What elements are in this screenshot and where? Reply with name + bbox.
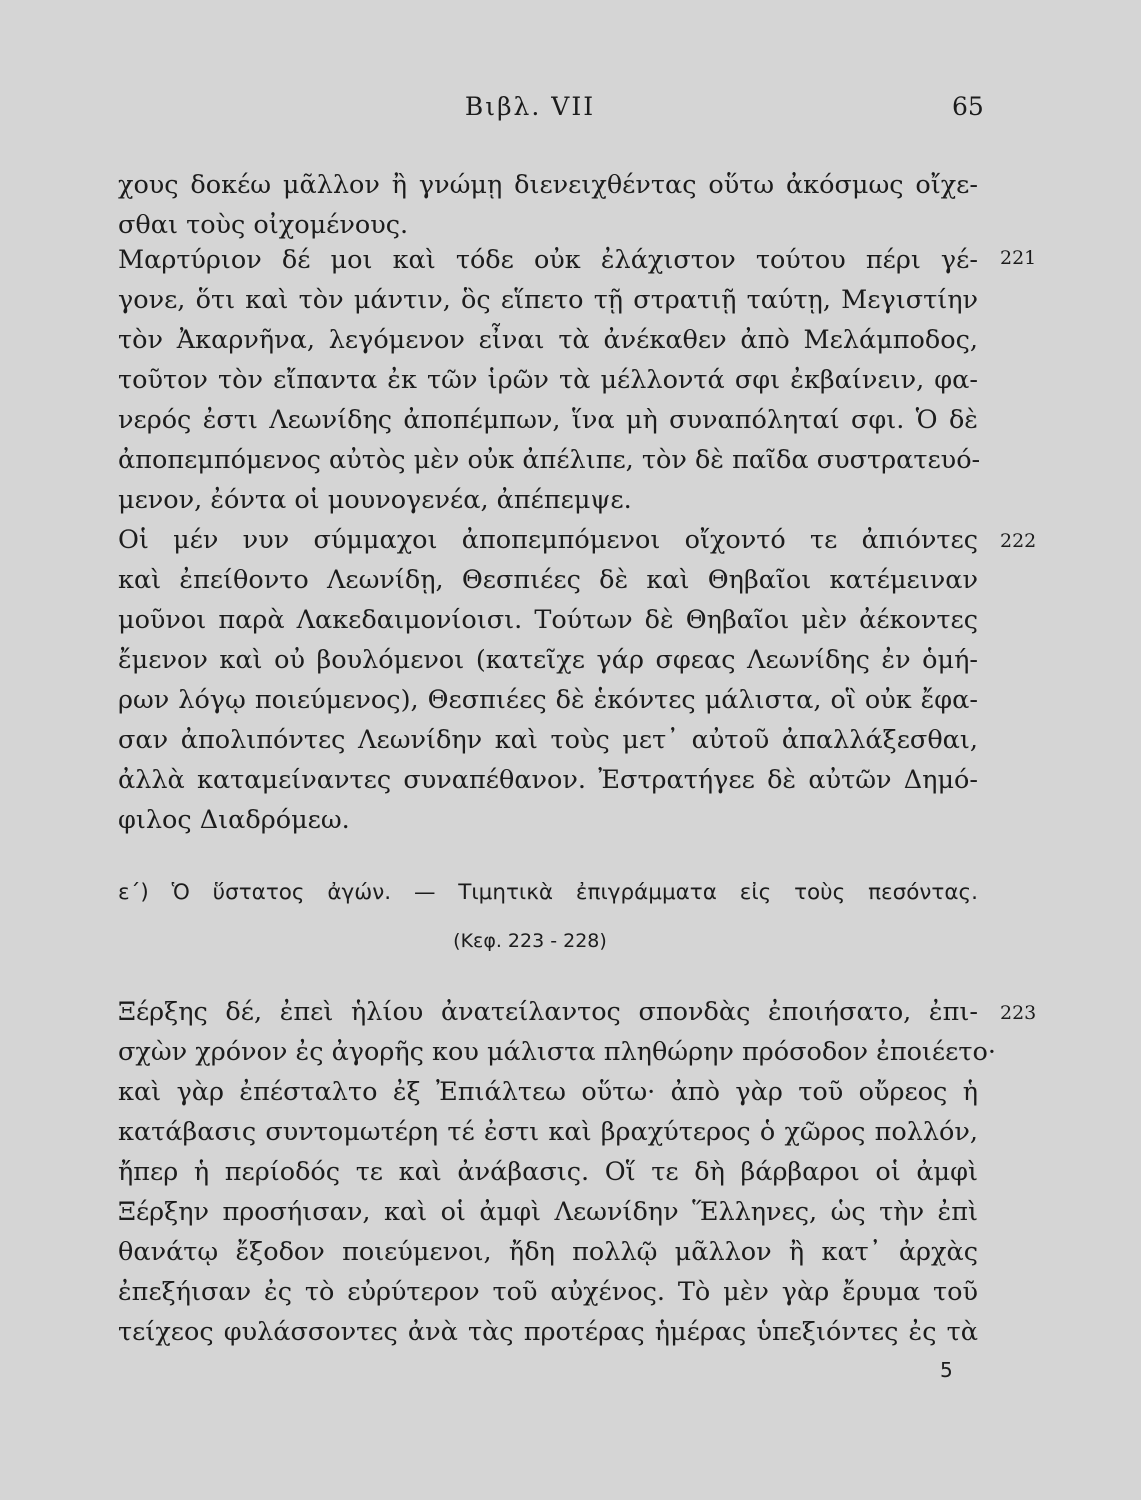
text-line: μοῦνοι παρὰ Λακεδαιμονίοισι. Τούτων δὲ Θηβαῖοι μὲν ἀέκοντες [118, 605, 978, 635]
text-line: ἀλλὰ καταμείναντες συναπέθανον. Ἐστρατήγεε δὲ αὐτῶν Δημό- [118, 765, 978, 795]
printer-signature-mark: 5 [940, 1358, 953, 1382]
page-number: 65 [952, 92, 984, 121]
section-number-223: 223 [1000, 1002, 1037, 1024]
section-subheading: (Κεφ. 223 - 228) [453, 930, 607, 952]
text-line: τὸν Ἀκαρνῆνα, λεγόμενον εἶναι τὰ ἀνέκαθεν ἀπὸ Μελάμποδος, [118, 325, 978, 355]
text-line: Οἱ μέν νυν σύμμαχοι ἀποπεμπόμενοι οἴχοντό τε ἀπιόντες [118, 525, 978, 555]
text-line: νερός ἐστι Λεωνίδης ἀποπέμπων, ἵνα μὴ συναπόληταί σφι. Ὁ δὲ [118, 405, 978, 435]
text-line: τοῦτον τὸν εἴπαντα ἐκ τῶν ἱρῶν τὰ μέλλοντά σφι ἐκβαίνειν, φα- [118, 365, 978, 395]
text-line: σαν ἀπολιπόντες Λεωνίδην καὶ τοὺς μετ᾽ αὐτοῦ ἀπαλλάξεσθαι, [118, 725, 978, 755]
text-line: θανάτῳ ἔξοδον ποιεύμενοι, ἤδη πολλῷ μᾶλλον ἢ κατ᾽ ἀρχὰς [118, 1237, 978, 1267]
section-number-222: 222 [1000, 530, 1037, 552]
text-line: χους δοκέω μᾶλλον ἢ γνώμῃ διενειχθέντας οὕτω ἀκόσμως οἴχε- [118, 170, 978, 200]
text-line: καὶ γὰρ ἐπέσταλτο ἐξ Ἐπιάλτεω οὕτω· ἀπὸ γὰρ τοῦ οὔρεος ἡ [118, 1077, 978, 1107]
text-line: ἐπεξήισαν ἐς τὸ εὐρύτερον τοῦ αὐχένος. Τὸ μὲν γὰρ ἔρυμα τοῦ [118, 1277, 978, 1307]
text-line: μενον, ἐόντα οἱ μουνογενέα, ἀπέπεμψε. [118, 485, 632, 515]
text-line: γονε, ὅτι καὶ τὸν μάντιν, ὃς εἵπετο τῇ στρατιῇ ταύτῃ, Μεγιστίην [118, 285, 978, 315]
text-line: σχὼν χρόνον ἐς ἀγορῆς κου μάλιστα πληθώρην πρόσοδον ἐποιέετο· [118, 1037, 996, 1067]
text-line: Ξέρξην προσήισαν, καὶ οἱ ἀμφὶ Λεωνίδην Ἕλληνες, ὡς τὴν ἐπὶ [118, 1197, 978, 1227]
text-line: Μαρτύριον δέ μοι καὶ τόδε οὐκ ἐλάχιστον τούτου πέρι γέ- [118, 245, 978, 275]
text-line: σθαι τοὺς οἰχομένους. [118, 210, 409, 240]
text-line: ρων λόγῳ ποιεύμενος), Θεσπιέες δὲ ἑκόντες μάλιστα, οἳ οὐκ ἔφα- [118, 685, 978, 715]
section-number-221: 221 [1000, 247, 1037, 269]
text-line: τείχεος φυλάσσοντες ἀνὰ τὰς προτέρας ἡμέρας ὑπεξιόντες ἐς τὰ [118, 1317, 978, 1347]
text-line: ἀποπεμπόμενος αὐτὸς μὲν οὐκ ἀπέλιπε, τὸν δὲ παῖδα συστρατευό- [118, 445, 981, 475]
text-line: καὶ ἐπείθοντο Λεωνίδῃ, Θεσπιέες δὲ καὶ Θηβαῖοι κατέμειναν [118, 565, 978, 595]
text-line: ἤπερ ἡ περίοδός τε καὶ ἀνάβασις. Οἵ τε δὴ βάρβαροι οἱ ἀμφὶ [118, 1157, 978, 1187]
text-line: κατάβασις συντομωτέρη τέ ἐστι καὶ βραχύτερος ὁ χῶρος πολλόν, [118, 1117, 978, 1147]
text-line: φιλος Διαδρόμεω. [118, 805, 350, 835]
section-heading: ε´) Ὁ ὕστατος ἀγών. — Τιμητικὰ ἐπιγράμματα εἰς τοὺς πεσόντας. [118, 880, 978, 905]
text-line: ἔμενον καὶ οὐ βουλόμενοι (κατεῖχε γάρ σφεας Λεωνίδης ἐν ὁμή- [118, 645, 978, 675]
running-header-title: Βιβλ. VII [464, 92, 596, 121]
text-line: Ξέρξης δέ, ἐπεὶ ἡλίου ἀνατείλαντος σπονδὰς ἐποιήσατο, ἐπι- [118, 997, 978, 1027]
